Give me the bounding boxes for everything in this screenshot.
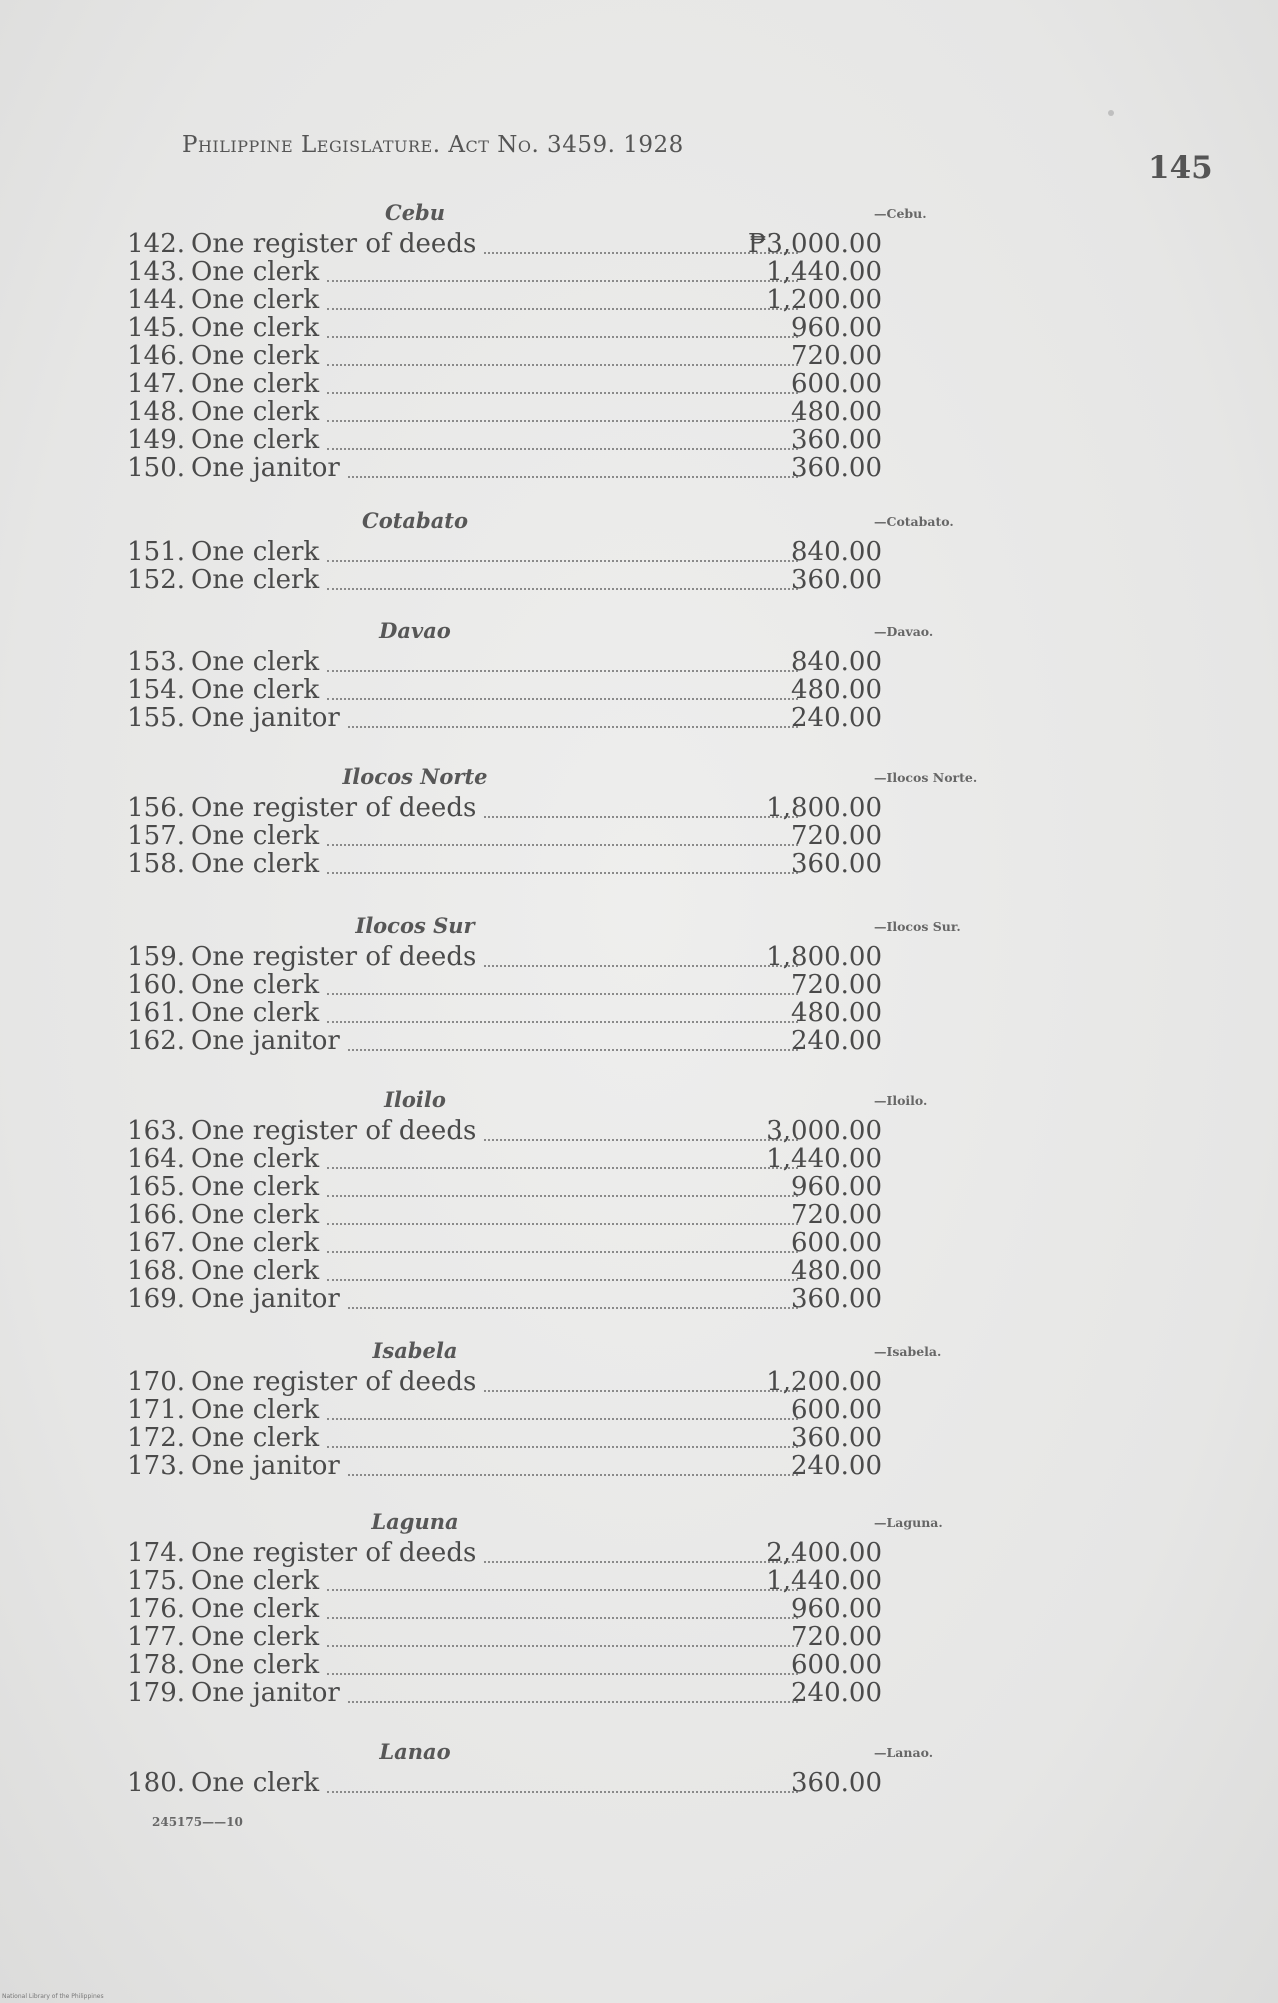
line-item	[115, 1424, 1015, 1452]
dot-leader	[327, 1017, 798, 1023]
dot-leader	[327, 1191, 798, 1197]
item-amount: 480.00	[791, 1256, 882, 1286]
dot-leader	[327, 694, 798, 700]
province-heading: Lanao	[379, 1739, 451, 1764]
dot-leader	[327, 584, 798, 590]
item-description: One register of deeds	[191, 1116, 477, 1146]
item-number: 158.	[127, 849, 185, 879]
line-item	[115, 971, 1015, 999]
line-item	[115, 398, 1015, 426]
item-amount: 480.00	[791, 675, 882, 705]
running-head: Philippine Legislature. Act No. 3459. 1928	[182, 132, 684, 158]
item-number: 169.	[127, 1284, 185, 1314]
item-number: 152.	[127, 565, 185, 595]
item-amount: 1,440.00	[766, 257, 882, 287]
item-number: 174.	[127, 1538, 185, 1568]
item-amount: 360.00	[791, 1284, 882, 1314]
item-number: 142.	[127, 229, 185, 259]
line-item	[115, 454, 1015, 482]
margin-note: —Ilocos Sur.	[874, 919, 961, 934]
item-number: 156.	[127, 793, 185, 823]
item-amount: ₱3,000.00	[747, 229, 882, 259]
item-amount: 360.00	[791, 1768, 882, 1798]
dot-leader	[327, 304, 798, 310]
dot-leader	[327, 1275, 798, 1281]
province-section	[115, 1087, 1015, 1313]
item-number: 164.	[127, 1144, 185, 1174]
line-item	[115, 999, 1015, 1027]
margin-note: —Davao.	[874, 624, 934, 639]
line-item	[115, 314, 1015, 342]
item-description: One clerk	[191, 1172, 320, 1202]
province-section	[115, 1739, 1015, 1797]
margin-note: —Ilocos Norte.	[874, 770, 978, 785]
margin-note: —Cebu.	[874, 206, 927, 221]
province-heading: Laguna	[371, 1509, 459, 1534]
margin-note: —Cotabato.	[874, 514, 954, 529]
page-number: 145	[1148, 150, 1213, 186]
line-item	[115, 1117, 1015, 1145]
dot-leader	[327, 1585, 798, 1591]
dot-leader	[327, 444, 798, 450]
item-description: One janitor	[191, 1678, 340, 1708]
dot-leader	[327, 868, 798, 874]
item-amount: 600.00	[791, 1650, 882, 1680]
item-amount: 240.00	[791, 1451, 882, 1481]
line-item	[115, 704, 1015, 732]
item-description: One janitor	[191, 1026, 340, 1056]
item-number: 163.	[127, 1116, 185, 1146]
item-description: One clerk	[191, 313, 320, 343]
item-description: One clerk	[191, 647, 320, 677]
item-description: One janitor	[191, 703, 340, 733]
item-number: 170.	[127, 1367, 185, 1397]
province-heading: Cebu	[384, 200, 446, 225]
item-amount: 360.00	[791, 1423, 882, 1453]
margin-note: —Isabela.	[874, 1344, 942, 1359]
item-description: One clerk	[191, 1256, 320, 1286]
item-number: 160.	[127, 970, 185, 1000]
line-item	[115, 1452, 1015, 1480]
item-number: 147.	[127, 369, 185, 399]
item-number: 145.	[127, 313, 185, 343]
dot-leader	[327, 556, 798, 562]
line-item	[115, 1567, 1015, 1595]
item-amount: 480.00	[791, 397, 882, 427]
item-description: One register of deeds	[191, 229, 477, 259]
item-number: 166.	[127, 1200, 185, 1230]
item-amount: 720.00	[791, 1622, 882, 1652]
item-amount: 600.00	[791, 1228, 882, 1258]
item-amount: 1,800.00	[766, 793, 882, 823]
item-amount: 2,400.00	[766, 1538, 882, 1568]
province-section	[115, 1338, 1015, 1480]
item-number: 180.	[127, 1768, 185, 1798]
item-number: 172.	[127, 1423, 185, 1453]
margin-note: —Iloilo.	[874, 1093, 928, 1108]
item-description: One clerk	[191, 341, 320, 371]
dot-leader	[327, 1641, 798, 1647]
item-description: One clerk	[191, 1200, 320, 1230]
item-description: One clerk	[191, 1144, 320, 1174]
item-description: One register of deeds	[191, 942, 477, 972]
item-amount: 960.00	[791, 1172, 882, 1202]
item-description: One clerk	[191, 1650, 320, 1680]
item-number: 177.	[127, 1622, 185, 1652]
line-item	[115, 258, 1015, 286]
item-amount: 600.00	[791, 369, 882, 399]
line-item	[115, 648, 1015, 676]
line-item	[115, 943, 1015, 971]
dot-leader	[327, 332, 798, 338]
item-number: 153.	[127, 647, 185, 677]
dot-leader	[327, 666, 798, 672]
line-item	[115, 1595, 1015, 1623]
line-item	[115, 822, 1015, 850]
item-amount: 960.00	[791, 1594, 882, 1624]
line-item	[115, 230, 1015, 258]
item-number: 173.	[127, 1451, 185, 1481]
item-amount: 720.00	[791, 970, 882, 1000]
item-number: 175.	[127, 1566, 185, 1596]
item-amount: 1,440.00	[766, 1144, 882, 1174]
item-description: One clerk	[191, 1395, 320, 1425]
item-amount: 240.00	[791, 1678, 882, 1708]
province-heading: Cotabato	[361, 508, 469, 533]
item-number: 144.	[127, 285, 185, 315]
line-item	[115, 1651, 1015, 1679]
province-section	[115, 1509, 1015, 1707]
line-item	[115, 1769, 1015, 1797]
line-item	[115, 1257, 1015, 1285]
item-amount: 480.00	[791, 998, 882, 1028]
line-item	[115, 1539, 1015, 1567]
item-amount: 720.00	[791, 821, 882, 851]
item-number: 148.	[127, 397, 185, 427]
dot-leader	[327, 1247, 798, 1253]
item-amount: 1,440.00	[766, 1566, 882, 1596]
line-item	[115, 1027, 1015, 1055]
item-description: One clerk	[191, 1566, 320, 1596]
dot-leader	[327, 1442, 798, 1448]
line-item	[115, 426, 1015, 454]
item-number: 171.	[127, 1395, 185, 1425]
item-amount: 1,200.00	[766, 285, 882, 315]
item-description: One clerk	[191, 257, 320, 287]
item-amount: 360.00	[791, 565, 882, 595]
line-item	[115, 1623, 1015, 1651]
item-number: 168.	[127, 1256, 185, 1286]
item-amount: 1,200.00	[766, 1367, 882, 1397]
line-item	[115, 286, 1015, 314]
item-description: One clerk	[191, 1423, 320, 1453]
item-number: 146.	[127, 341, 185, 371]
item-amount: 360.00	[791, 849, 882, 879]
line-item	[115, 538, 1015, 566]
province-heading: Davao	[379, 618, 451, 643]
item-amount: 3,000.00	[766, 1116, 882, 1146]
item-description: One clerk	[191, 1228, 320, 1258]
line-item	[115, 1396, 1015, 1424]
item-number: 165.	[127, 1172, 185, 1202]
item-amount: 960.00	[791, 313, 882, 343]
item-number: 179.	[127, 1678, 185, 1708]
print-code: 245175——10	[152, 1815, 243, 1829]
province-section	[115, 508, 1015, 594]
ink-smudge	[1108, 110, 1114, 116]
dot-leader	[327, 989, 798, 995]
item-description: One clerk	[191, 849, 320, 879]
item-description: One register of deeds	[191, 1367, 477, 1397]
dot-leader	[327, 1613, 798, 1619]
item-number: 143.	[127, 257, 185, 287]
item-number: 151.	[127, 537, 185, 567]
item-description: One janitor	[191, 453, 340, 483]
line-item	[115, 1368, 1015, 1396]
item-amount: 600.00	[791, 1395, 882, 1425]
dot-leader	[327, 1163, 798, 1169]
item-number: 149.	[127, 425, 185, 455]
item-number: 167.	[127, 1228, 185, 1258]
dot-leader	[327, 276, 798, 282]
line-item	[115, 1173, 1015, 1201]
line-item	[115, 1201, 1015, 1229]
province-heading: Iloilo	[384, 1087, 446, 1112]
item-number: 162.	[127, 1026, 185, 1056]
line-item	[115, 850, 1015, 878]
dot-leader	[327, 360, 798, 366]
province-heading: Isabela	[372, 1338, 458, 1363]
province-section	[115, 764, 1015, 878]
item-number: 161.	[127, 998, 185, 1028]
line-item	[115, 566, 1015, 594]
item-amount: 360.00	[791, 453, 882, 483]
item-description: One clerk	[191, 821, 320, 851]
item-amount: 720.00	[791, 341, 882, 371]
item-description: One janitor	[191, 1284, 340, 1314]
item-description: One clerk	[191, 675, 320, 705]
item-description: One clerk	[191, 369, 320, 399]
item-number: 150.	[127, 453, 185, 483]
province-section	[115, 618, 1015, 732]
item-number: 157.	[127, 821, 185, 851]
dot-leader	[327, 840, 798, 846]
dot-leader	[327, 1414, 798, 1420]
dot-leader	[327, 1219, 798, 1225]
item-description: One clerk	[191, 998, 320, 1028]
province-heading: Ilocos Sur	[355, 913, 475, 938]
margin-note: —Lanao.	[874, 1745, 934, 1760]
item-number: 159.	[127, 942, 185, 972]
item-description: One janitor	[191, 1451, 340, 1481]
item-description: One clerk	[191, 970, 320, 1000]
item-amount: 240.00	[791, 1026, 882, 1056]
line-item	[115, 342, 1015, 370]
line-item	[115, 1285, 1015, 1313]
line-item	[115, 1679, 1015, 1707]
item-description: One clerk	[191, 285, 320, 315]
item-number: 154.	[127, 675, 185, 705]
item-amount: 840.00	[791, 537, 882, 567]
item-description: One clerk	[191, 537, 320, 567]
province-heading: Ilocos Norte	[342, 764, 488, 789]
item-amount: 1,800.00	[766, 942, 882, 972]
line-item	[115, 1145, 1015, 1173]
item-description: One clerk	[191, 425, 320, 455]
line-item	[115, 676, 1015, 704]
item-description: One clerk	[191, 1594, 320, 1624]
item-amount: 360.00	[791, 425, 882, 455]
item-amount: 720.00	[791, 1200, 882, 1230]
province-section	[115, 913, 1015, 1055]
item-description: One clerk	[191, 1768, 320, 1798]
item-number: 155.	[127, 703, 185, 733]
item-description: One register of deeds	[191, 1538, 477, 1568]
line-item	[115, 370, 1015, 398]
line-item	[115, 794, 1015, 822]
item-amount: 840.00	[791, 647, 882, 677]
province-section	[115, 200, 1015, 482]
item-number: 178.	[127, 1650, 185, 1680]
dot-leader	[327, 416, 798, 422]
item-description: One clerk	[191, 397, 320, 427]
dot-leader	[327, 1669, 798, 1675]
item-amount: 240.00	[791, 703, 882, 733]
item-number: 176.	[127, 1594, 185, 1624]
margin-note: —Laguna.	[874, 1515, 943, 1530]
item-description: One register of deeds	[191, 793, 477, 823]
dot-leader	[327, 388, 798, 394]
dot-leader	[327, 1787, 798, 1793]
line-item	[115, 1229, 1015, 1257]
library-credit: National Library of the Philippines	[2, 1993, 104, 2000]
item-description: One clerk	[191, 1622, 320, 1652]
item-description: One clerk	[191, 565, 320, 595]
